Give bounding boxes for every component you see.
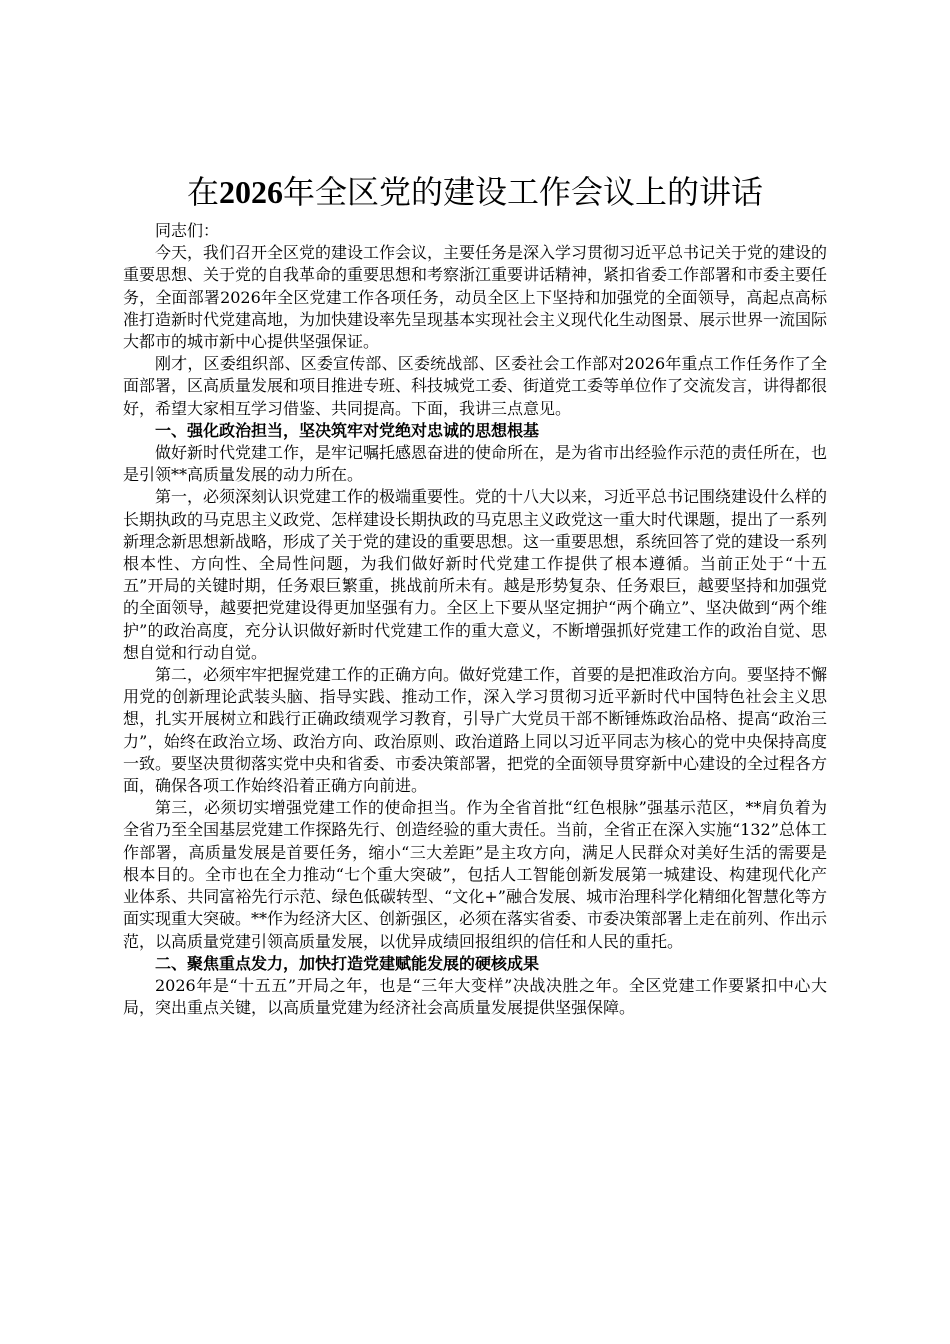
section-paragraph: 第一，必须深刻认识党建工作的极端重要性。党的十八大以来，习近平总书记围绕建设什么样的长期执政的马克思主义政党、怎样建设长期执政的马克思主义政党这一重大时代课题，提出了一系列新理念新思想新战略，形成了关于党的建设的重要思想。这一重要思想，系统回答了党的建设一系列根本性、方向性、全局性问题，为我们做好新时代党建工作提供了根本遵循。当前正处于“十五五”开局的关键时期，任务艰巨繁重，挑战前所未有。越是形势复杂、任务艰巨，越要坚持和加强党的全面领导，越要把党建设得更加坚强有力。全区上下要从坚定拥护“两个确立”、坚决做到“两个维护”的政治高度，充分认识做好新时代党建工作的重大意义，不断增强抓好党建工作的政治自觉、思想自觉和行动自觉。 bbox=[123, 487, 828, 662]
title-prefix: 在 bbox=[186, 173, 219, 211]
document-content bbox=[123, 170, 827, 1019]
section-paragraph: 第三，必须切实增强党建工作的使命担当。作为全省首批“红色根脉”强基示范区，**肩负着为全省乃至全国基层党建工作探路先行、创造经验的重大责任。当前，全省正在深入实施“132”总体工作部署，高质量发展是首要任务，缩小“三大差距”是主攻方向，满足人民群众对美好生活的需要是根本目的。全市也在全力推动“七个重大突破”，包括人工智能创新发展第一城建设、构建现代化产业体系、共同富裕先行示范、绿色低碳转型、“文化+”融合发展、城市治理科学化精细化智慧化等方面实现重大突破。**作为经济大区、创新强区，必须在落实省委、市委决策部署上走在前列、作出示范，以高质量党建引领高质量发展，以优异成绩回报组织的信任和人民的重托。 bbox=[123, 798, 828, 951]
title-suffix: 年全区党的建设工作会议上的讲话 bbox=[283, 173, 764, 211]
title-year: 2026 bbox=[219, 174, 283, 210]
intro-paragraph: 刚才，区委组织部、区委宣传部、区委统战部、区委社会工作部对2026年重点工作任务作了全面部署，区高质量发展和项目推进专班、科技城党工委、街道党工委等单位作了交流发言，讲得都很好，希望大家相互学习借鉴、共同提高。下面，我讲三点意见。 bbox=[123, 354, 828, 418]
intro-paragraph: 今天，我们召开全区党的建设工作会议，主要任务是深入学习贯彻习近平总书记关于党的建设的重要思想、关于党的自我革命的重要思想和考察浙江重要讲话精神，紧扣省委工作部署和市委主要任务，全面部署2026年全区党建工作各项任务，动员全区上下坚持和加强党的全面领导，高起点高标准打造新时代党建高地，为加快建设率先呈现基本实现社会主义现代化生动图景、展示世界一流国际大都市的城市新中心提供坚强保证。 bbox=[123, 243, 828, 352]
section-paragraph: 第二，必须牢牢把握党建工作的正确方向。做好党建工作，首要的是把准政治方向。要坚持不懈用党的创新理论武装头脑、指导实践、推动工作，深入学习贯彻习近平新时代中国特色社会主义思想，扎实开展树立和践行正确政绩观学习教育，引导广大党员干部不断锤炼政治品格、提高“政治三力”，始终在政治立场、政治方向、政治原则、政治道路上同以习近平同志为核心的党中央保持高度一致。要坚决贯彻落实党中央和省委、市委决策部署，把党的全面领导贯穿新中心建设的全过程各方面，确保各项工作始终沿着正确方向前进。 bbox=[123, 665, 828, 796]
section-heading: 一、强化政治担当，坚决筑牢对党绝对忠诚的思想根基 bbox=[155, 420, 540, 440]
greeting: 同志们： bbox=[155, 221, 220, 240]
page-title bbox=[123, 170, 827, 214]
section-paragraph: 2026年是“十五五”开局之年，也是“三年大变样”决战决胜之年。全区党建工作要紧扣中心大局，突出重点关键，以高质量党建为经济社会高质量发展提供坚强保障。 bbox=[123, 975, 827, 1018]
section-heading: 二、聚焦重点发力，加快打造党建赋能发展的硬核成果 bbox=[155, 953, 540, 973]
section-paragraph: 做好新时代党建工作，是牢记嘱托感恩奋进的使命所在，是为省市出经验作示范的责任所在，也是引领**高质量发展的动力所在。 bbox=[123, 443, 828, 485]
